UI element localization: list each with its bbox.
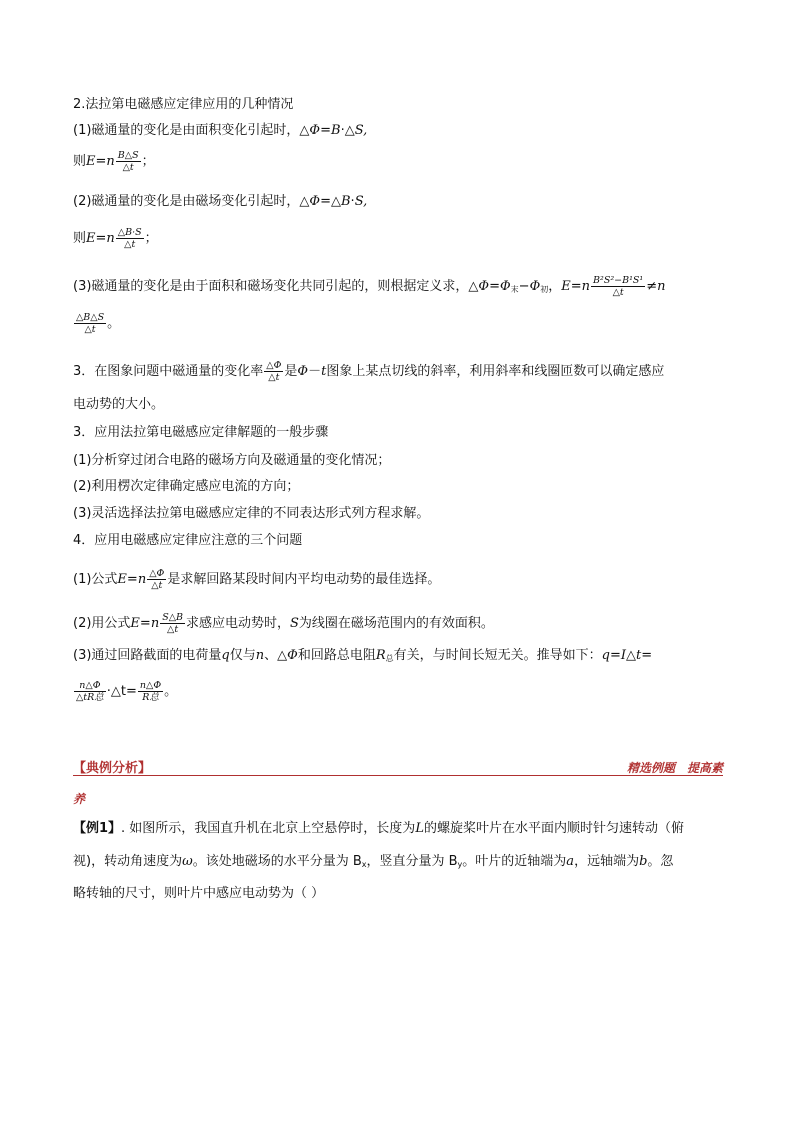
note-1: (1)公式E=n $\frac{\triangle\Phi}{\triangle t}$ 是求解回路某段时间内平均电动势的最佳选择。 xyxy=(73,568,441,591)
example-1-line-2: 视)，转动角速度为ω。该处地磁场的水平分量为 $B_x$，竖直分量为 $B_y$。叶片的近轴端为a，远轴端为b。忽 xyxy=(73,854,674,869)
case-3-formula-cont: $\frac{\triangle B\triangle S}{\triangle t}$ 。 xyxy=(76,312,121,335)
note-2: (2)用公式E=n $\frac{S\triangle B}{\triangle t}$ 求感应电动势时，S为线圈在磁场范围内的有效面积。 xyxy=(73,612,494,635)
step-1: (1)分析穿过闭合电路的磁场方向及磁通量的变化情况； xyxy=(73,453,391,468)
section-tags xyxy=(615,759,723,776)
note-3: (3)通过回路截面的电荷量q仅与n、△Φ和回路总电阻$R_总$有关，与时间长短无关。推导如下：q=I△t= xyxy=(73,648,653,663)
section-4-heading: 4．应用电磁感应定律应注意的三个问题 xyxy=(73,533,303,548)
example-section-header xyxy=(73,757,723,776)
step-3: (3)灵活选择法拉第电磁感应定律的不同表达形式列方程求解。 xyxy=(73,506,430,521)
case-2-formula: 则E=n $\frac{\triangle B\cdot S}{\triangle t}$ ； xyxy=(73,227,158,250)
section-title: 【典例分析】 xyxy=(73,761,152,776)
tag-improve-literacy: 提高素 xyxy=(686,761,723,775)
example-1-label: 【例1】 xyxy=(73,821,122,836)
flux-rate-text-cont: 电动势的大小。 xyxy=(73,397,165,412)
step-2: (2)利用楞次定律确定感应电流的方向； xyxy=(73,479,300,494)
case-1-formula: 则E=n $\frac{B\triangle S}{\triangle t}$ ； xyxy=(73,150,155,173)
case-3-text: (3)磁通量的变化是由于面积和磁场变化共同引起的，则根据定义求，$\triangle\Phi=\Phi_末-\Phi_初$，E=n $\frac{\text{B²S²−B¹S¹}}{\triangle t}$ ≠n xyxy=(73,275,666,298)
section-2-heading: 2.法拉第电磁感应定律应用的几种情况 xyxy=(73,97,294,112)
example-1-line-3: 略转轴的尺寸，则叶片中感应电动势为（ ） xyxy=(73,886,325,901)
tag-selected-examples: 精选例题 xyxy=(626,761,675,775)
tag-continuation: 养 xyxy=(73,792,86,806)
steps-heading: 3．应用法拉第电磁感应定律解题的一般步骤 xyxy=(73,425,329,440)
case-1-text: (1)磁通量的变化是由面积变化引起时，△Φ=B·△S, xyxy=(73,123,368,138)
example-1-line-1: 【例1】. 如图所示，我国直升机在北京上空悬停时，长度为L的螺旋桨叶片在水平面内顺时针匀速转动（俯 xyxy=(73,821,684,836)
case-2-text: (2)磁通量的变化是由磁场变化引起时，△Φ=△B·S, xyxy=(73,194,368,209)
flux-rate-text: 3．在图象问题中磁通量的变化率 $\frac{\triangle\Phi}{\triangle t}$ 是Φ－t图象上某点切线的斜率，利用斜率和线圈匝数可以确定感应 xyxy=(73,360,665,383)
note-3-derivation: $\frac{n\triangle\Phi}{\text{△tR总}}$ ·△t= $\frac{n\triangle\Phi}{\text{R总}}$ 。 xyxy=(76,680,178,703)
